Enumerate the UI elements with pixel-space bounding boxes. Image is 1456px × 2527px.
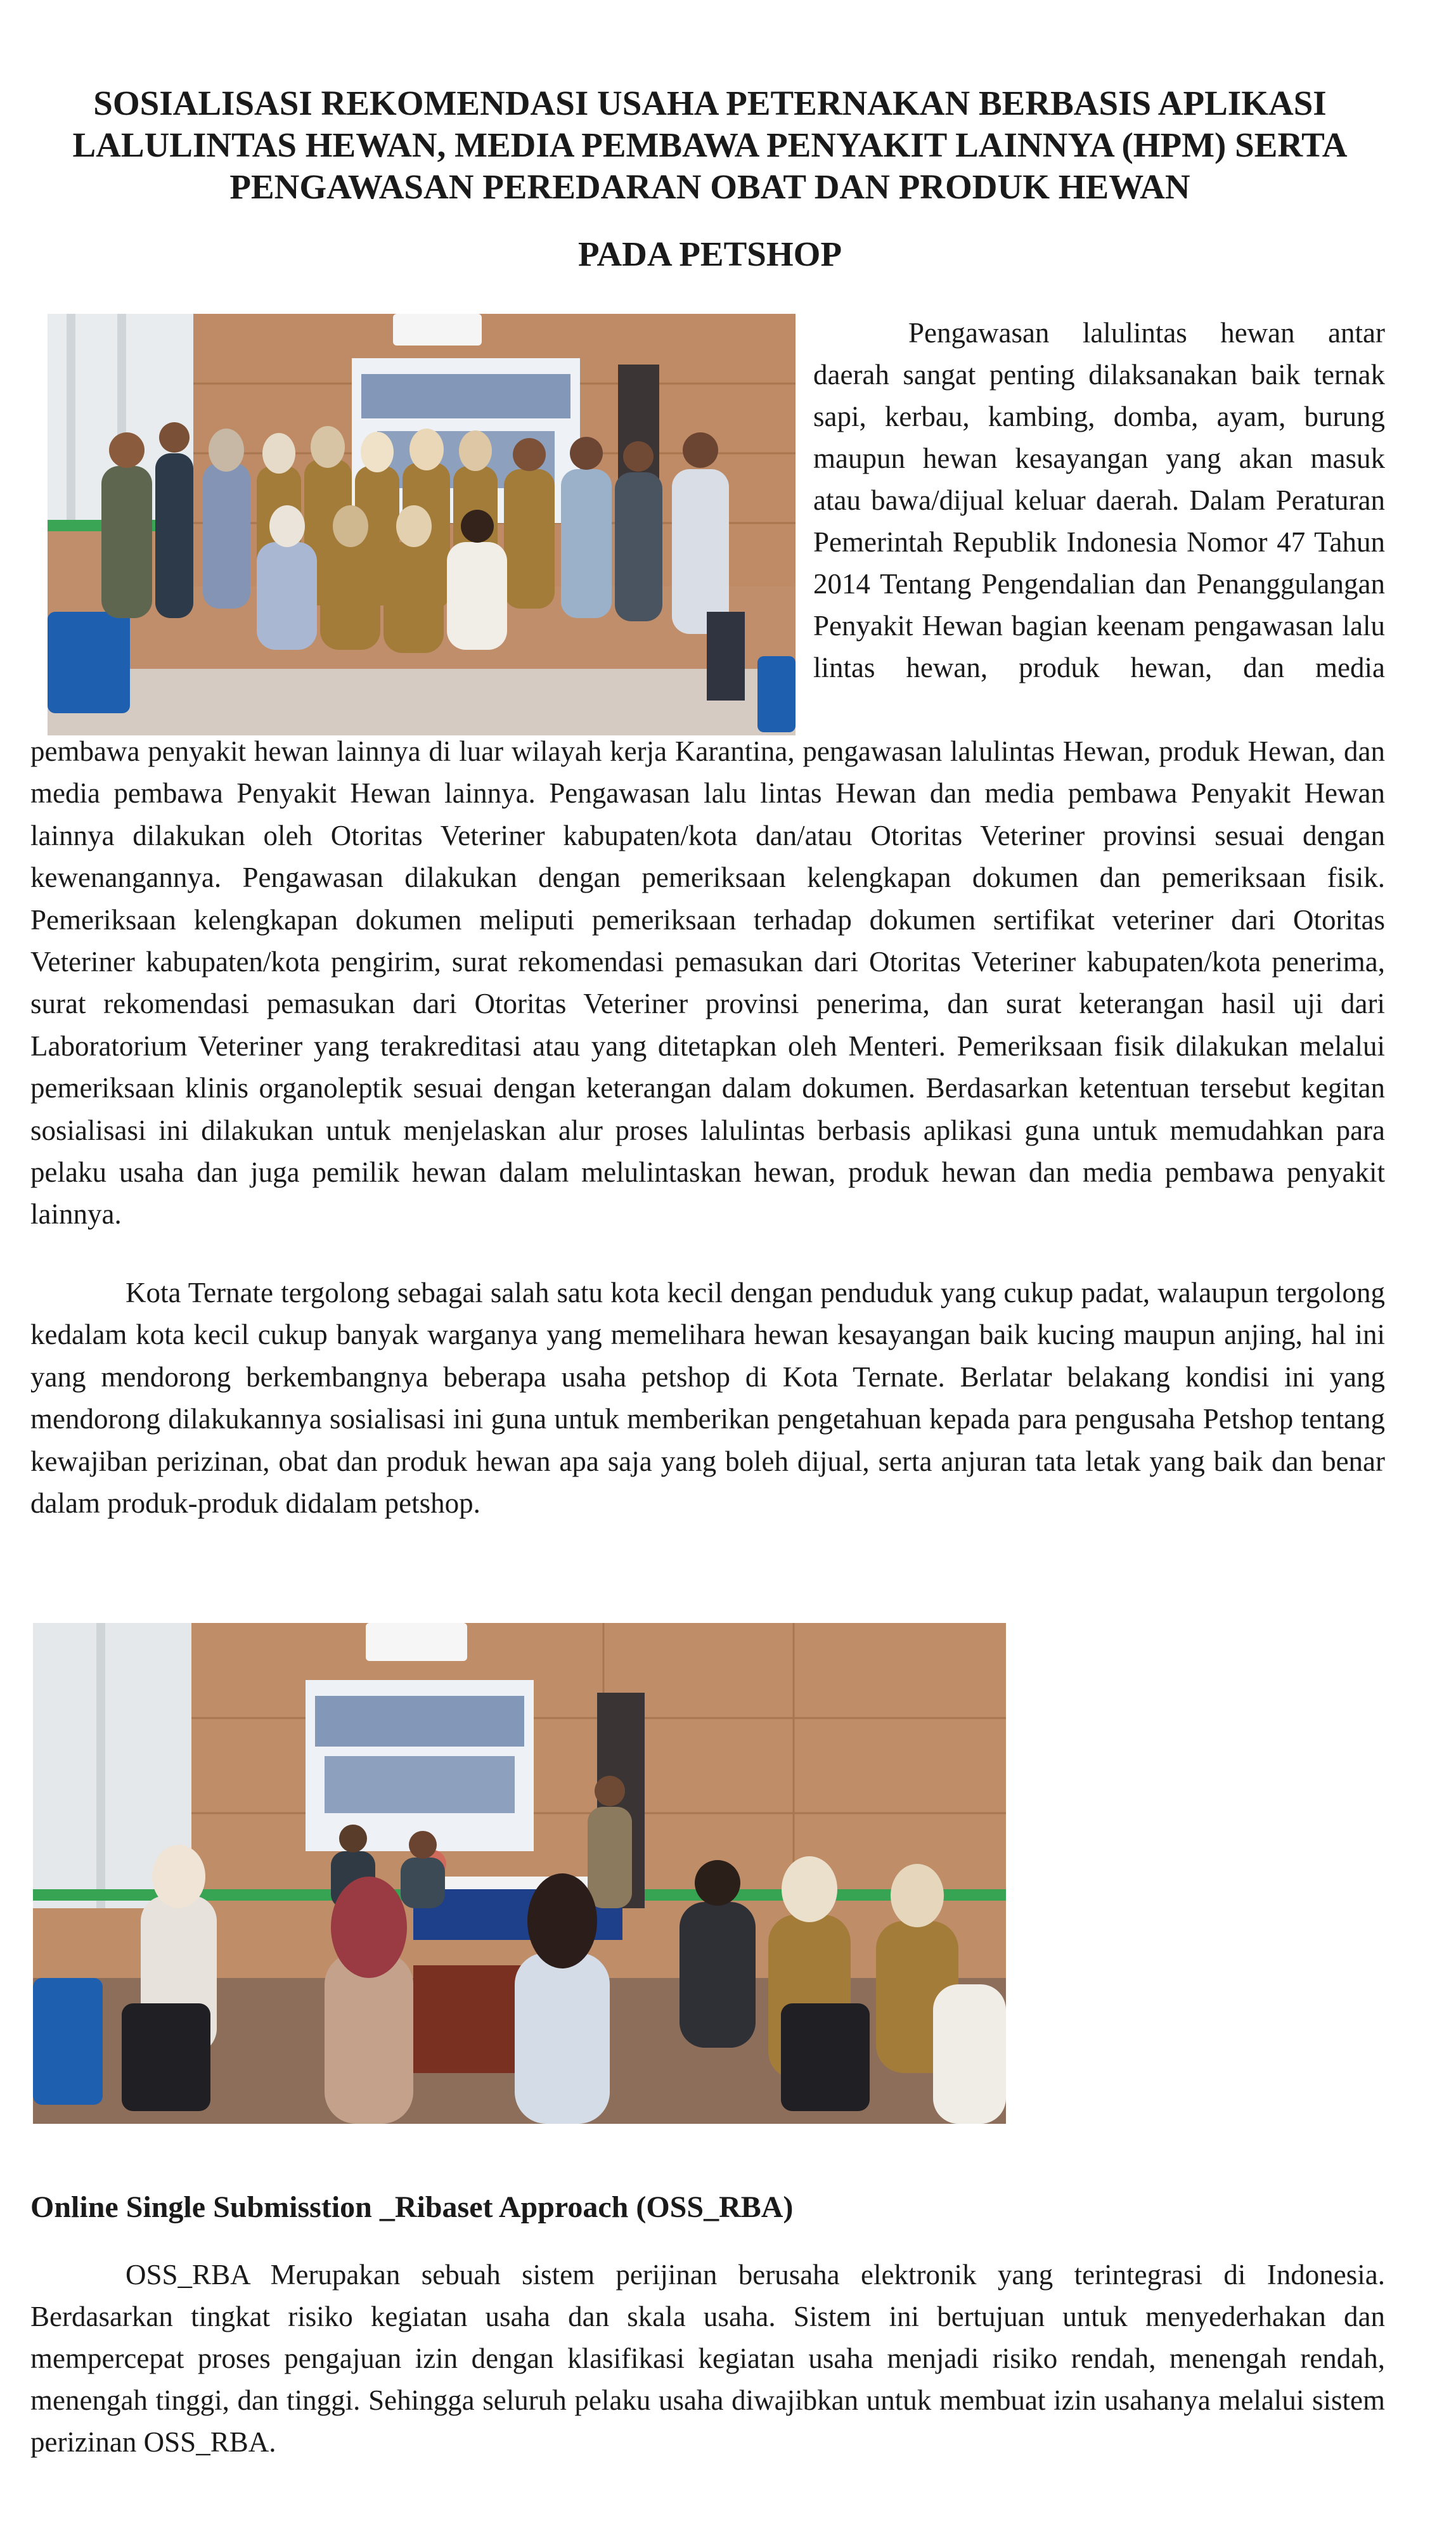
- article-title: SOSIALISASI REKOMENDASI USAHA PETERNAKAN BERBASIS APLIKASI LALULINTAS HEWAN, MEDIA PEMBAWA PENYAKIT LAINNYA (HPM) SERTA PENGAWASAN PEREDARAN OBAT DAN PRODUK HEWAN: [72, 84, 1348, 206]
- section-heading-oss-rba: Online Single Submisstion _Ribaset Approach (OSS_RBA): [30, 2190, 794, 2224]
- group-photo: [48, 314, 796, 735]
- paragraph-1-side: Pengawasan lalulintas hewan antar daerah sangat penting dilaksanakan baik ternak sapi, kerbau, kambing, domba, ayam, burung maupun hewan kesayangan yang akan masuk atau bawa/dijual keluar daerah. Dalam Peraturan Pemerintah Republik Indonesia Nomor 47 Tahun 2014 Tentang Pengendalian dan Penanggulangan Penyakit Hewan bagian keenam pengawasan lalu lintas hewan, produk hewan, dan media: [813, 317, 1385, 683]
- paragraph-2: Kota Ternate tergolong sebagai salah satu kota kecil dengan penduduk yang cukup padat, walaupun tergolong kedalam kota kecil cukup banyak warganya yang memelihara hewan kesayangan baik kucing maupun anjing, hal ini yang mendorong berkembangnya beberapa usaha petshop di Kota Ternate. Berlatar belakang kondisi ini yang mendorong dilakukannya sosialisasi ini guna untuk memberikan pengetahuan kepada para pengusaha Petshop tentang kewajiban perizinan, obat dan produk hewan apa saja yang boleh dijual, serta anjuran tata letak yang baik dan benar dalam produk-produk didalam petshop.: [30, 1277, 1385, 1520]
- paragraph-3: OSS_RBA Merupakan sebuah sistem perijinan berusaha elektronik yang terintegrasi di Indonesia. Berdasarkan tingkat risiko kegiatan usaha dan skala usaha. Sistem ini bertujuan untuk menyederhakan dan mempercepat proses pengajuan izin dengan klasifikasi kegiatan usaha menjadi risiko rendah, menengah rendah, menengah tinggi, dan tinggi. Sehingga seluruh pelaku usaha diwajibkan untuk membuat izin usahanya melalui sistem perizinan OSS_RBA.: [30, 2259, 1385, 2458]
- article-title-last-line: PADA PETSHOP: [577, 235, 842, 273]
- meeting-photo: [33, 1623, 1006, 2124]
- paragraph-1-continued: pembawa penyakit hewan lainnya di luar wilayah kerja Karantina, pengawasan lalulintas Hewan, produk Hewan, dan media pembawa Penyakit Hewan lainnya. Pengawasan lalu lintas Hewan dan media pembawa Penyakit Hewan lainnya dilakukan oleh Otoritas Veteriner kabupaten/kota dan/atau Otoritas Veteriner provinsi sesuai dengan kewenangannya. Pengawasan dilakukan dengan pemeriksaan kelengkapan dokumen dan pemeriksaan fisik. Pemeriksaan kelengkapan dokumen meliputi pemeriksaan terhadap dokumen sertifikat veteriner dari Otoritas Veteriner kabupaten/kota pengirim, surat rekomendasi pemasukan dari Otoritas Veteriner kabupaten/kota penerima, surat rekomendasi pemasukan dari Otoritas Veteriner provinsi penerima, dan surat keterangan hasil uji dari Laboratorium Veteriner yang terakreditasi atau yang ditetapkan oleh Menteri. Pemeriksaan fisik dilakukan melalui pemeriksaan klinis organoleptik sesuai dengan keterangan dalam dokumen. Berdasarkan ketentuan tersebut kegitan sosialisasi ini dilakukan untuk menjelaskan alur proses lalulintas berbasis aplikasi guna untuk memudahkan para pelaku usaha dan juga pemilik hewan dalam melulintaskan hewan, produk hewan dan media pembawa penyakit lainnya.: [30, 735, 1385, 1231]
